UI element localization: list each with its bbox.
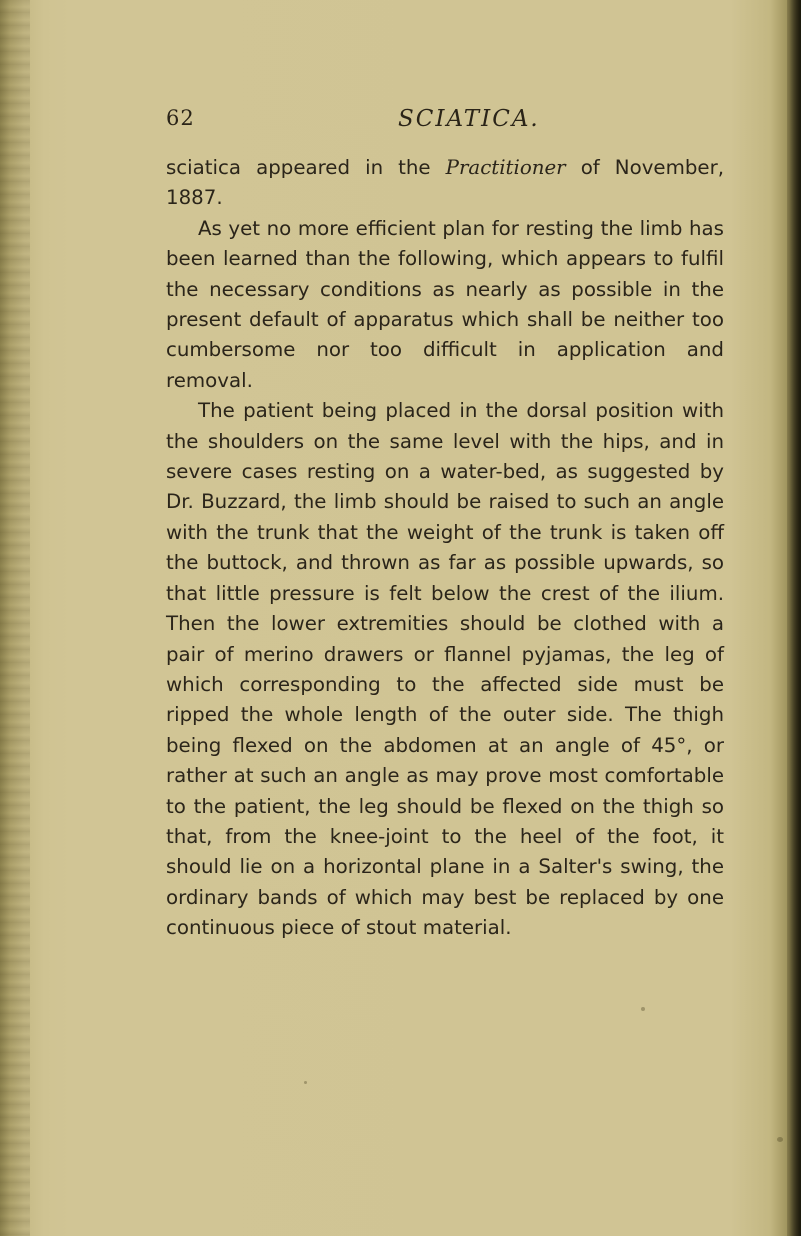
paper-spot — [304, 1081, 307, 1084]
page-binding-edge — [0, 0, 30, 1236]
paragraph-1-end: of November, 1887. — [166, 156, 724, 210]
running-title: SCIATICA. — [398, 106, 540, 132]
paragraph-1 — [166, 153, 724, 214]
page-header — [166, 106, 766, 140]
paper-spot — [641, 1007, 645, 1011]
paragraph-3: The patient being placed in the dorsal position with the shoulders on the same level with the hips, and in severe cases resting on a water-bed, as suggested by Dr. Buzzard, the limb should be raised to such an angle with the trunk that the weight of the trunk is taken off the buttock, and thrown as far as possible upwards, so that little pressure is felt below the crest of the ilium. Then the lower extremities should be clothed with a pair of merino drawers or flannel pyjamas, the leg of which corresponding to the affected side must be ripped the whole length of the outer side. The thigh being flexed on the abdomen at an angle of 45°, or rather at such an angle as may prove most comfortable to the patient, the leg should be flexed on the thigh so that, from the knee-joint to the heel of the foot, it should lie on a horizontal plane in a Salter's swing, the ordinary bands of which may best be replaced by one continuous piece of stout material. — [166, 399, 724, 940]
journal-title: Practitioner — [445, 156, 566, 179]
page-number: 62 — [166, 106, 195, 130]
paper-spot — [777, 1137, 783, 1142]
paragraph-2: As yet no more efficient plan for resting the limb has been learned than the following, which appears to fulfil the necessary conditions as nearly as possible in the present default of apparatus which shall be neither too cumbersome nor too difficult in application and removal. — [166, 216, 724, 392]
paragraph-1-start: sciatica appeared in the — [166, 156, 446, 179]
body-text — [166, 153, 724, 944]
page-right-edge — [787, 0, 801, 1236]
